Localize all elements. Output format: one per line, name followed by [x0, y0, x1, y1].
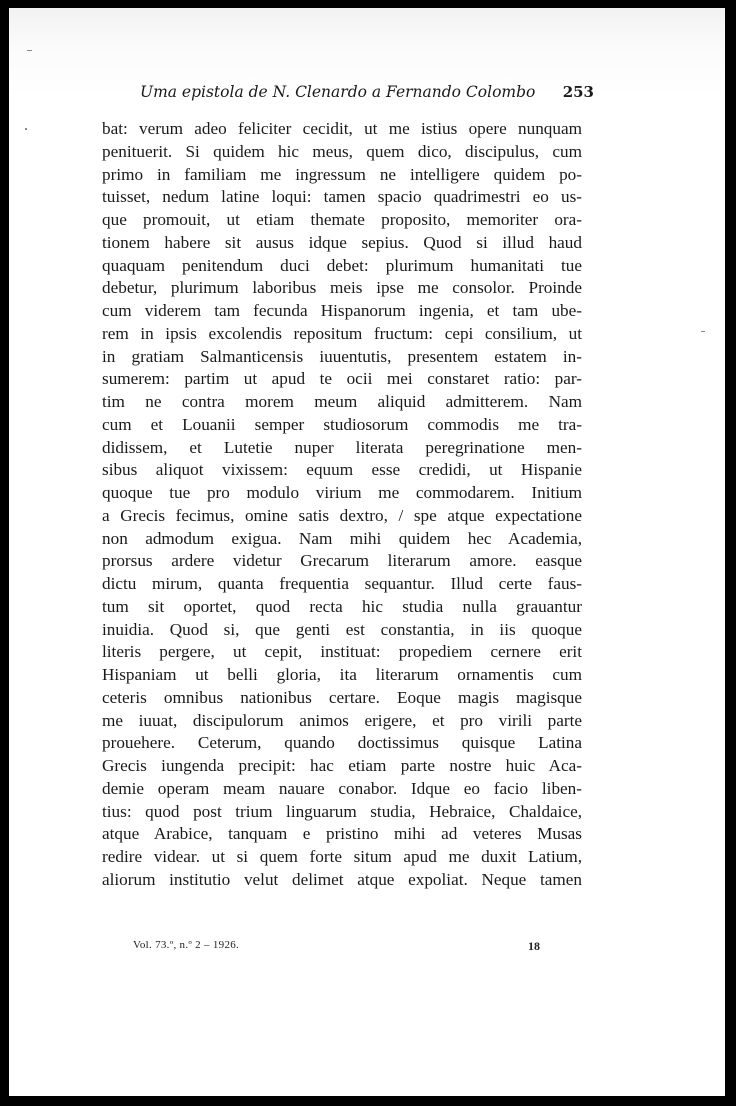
- text-line: aliorum institutio velut delimet atque expoliat. Neque tamen: [102, 869, 582, 889]
- page-number: 253: [562, 83, 594, 101]
- text-line: cum viderem tam fecunda Hispanorum ingenia, et tam ube-: [102, 301, 582, 320]
- running-title: Uma epistola de N. Clenardo a Fernando Colombo: [140, 83, 536, 101]
- text-line: sibus aliquot vixissem: equum esse credidi, ut Hispanie: [102, 460, 582, 480]
- text-line: ceteris omnibus nationibus certare. Eoque magis magisque: [102, 687, 582, 707]
- text-line: rem in ipsis excolendis repositum fructum: cepi consilium, ut: [102, 323, 582, 343]
- text-line: non admodum exigua. Nam mihi quidem hec Academia,: [102, 528, 582, 548]
- text-line: quaquam penitendum duci debet: plurimum humanitati tue: [102, 255, 582, 275]
- text-line: didissem, et Lutetie nuper literata peregrinatione men-: [102, 437, 582, 457]
- text-line: sumerem: partim ut apud te ocii mei constaret ratio: par-: [102, 369, 582, 389]
- paper-speck: [701, 331, 705, 332]
- text-line: atque Arabice, tanquam e pristino mihi ad veteres Musas: [102, 824, 582, 844]
- text-line: tum sit oportet, quod recta hic studia nulla grauantur: [102, 596, 582, 616]
- text-line: tius: quod post trium linguarum studia, Hebraice, Chaldaice,: [102, 801, 582, 821]
- volume-line: Vol. 73.º, n.º 2 – 1926.: [133, 939, 240, 951]
- signature-mark: 18: [528, 939, 540, 953]
- text-line: inuidia. Quod si, que genti est constantia, in iis quoque: [102, 619, 582, 639]
- text-line: Grecis iungenda precipit: hac etiam parte nostre huic Aca-: [102, 756, 582, 775]
- text-line: a Grecis fecimus, omine satis dextro, / spe atque expectatione: [102, 505, 582, 525]
- text-line: prorsus ardere videtur Grecarum literarum amore. easque: [102, 551, 582, 571]
- text-line: demie operam meam nauare conabor. Idque eo facio liben-: [102, 778, 582, 798]
- text-line: cum et Louanii semper studiosorum commodis me tra-: [102, 414, 582, 434]
- document-page: [9, 8, 725, 1096]
- text-line: quoque tue pro modulo virium me commodarem. Initium: [102, 483, 582, 502]
- text-line: dictu mirum, quanta frequentia sequantur. Illud certe faus-: [102, 574, 582, 593]
- body-text: [102, 118, 582, 892]
- text-line: que promouit, ut etiam themate proposito, memoriter ora-: [102, 210, 582, 229]
- text-line: bat: verum adeo feliciter cecidit, ut me istius opere nunquam: [102, 119, 582, 138]
- text-line: primo in familiam me ingressum ne intelligere quidem po-: [102, 164, 582, 184]
- text-line: prouehere. Ceterum, quando doctissimus quisque Latina: [102, 733, 582, 753]
- running-header: [140, 83, 594, 107]
- text-line: tuisset, nedum latine loqui: tamen spacio quadrimestri eo us-: [102, 187, 582, 207]
- text-line: tionem habere sit ausus idque sepius. Quod si illud haud: [102, 232, 582, 252]
- text-line: me iuuat, discipulorum animos erigere, et pro virili parte: [102, 710, 582, 730]
- text-line: Hispaniam ut belli gloria, ita literarum ornamentis cum: [102, 665, 582, 684]
- text-line: literis pergere, ut cepit, instituat: propediem cernere erit: [102, 642, 582, 662]
- text-line: debetur, plurimum laboribus meis ipse me consolor. Proinde: [102, 278, 582, 298]
- text-line: penituerit. Si quidem hic meus, quem dico, discipulus, cum: [102, 141, 582, 161]
- text-line: in gratiam Salmanticensis iuuentutis, presentem estatem in-: [102, 346, 582, 366]
- paper-speck: [27, 50, 32, 51]
- paper-speck: [25, 128, 27, 130]
- text-line: redire videar. ut si quem forte situm apud me duxit Latium,: [102, 847, 582, 866]
- text-line: tim ne contra morem meum aliquid admitterem. Nam: [102, 392, 582, 411]
